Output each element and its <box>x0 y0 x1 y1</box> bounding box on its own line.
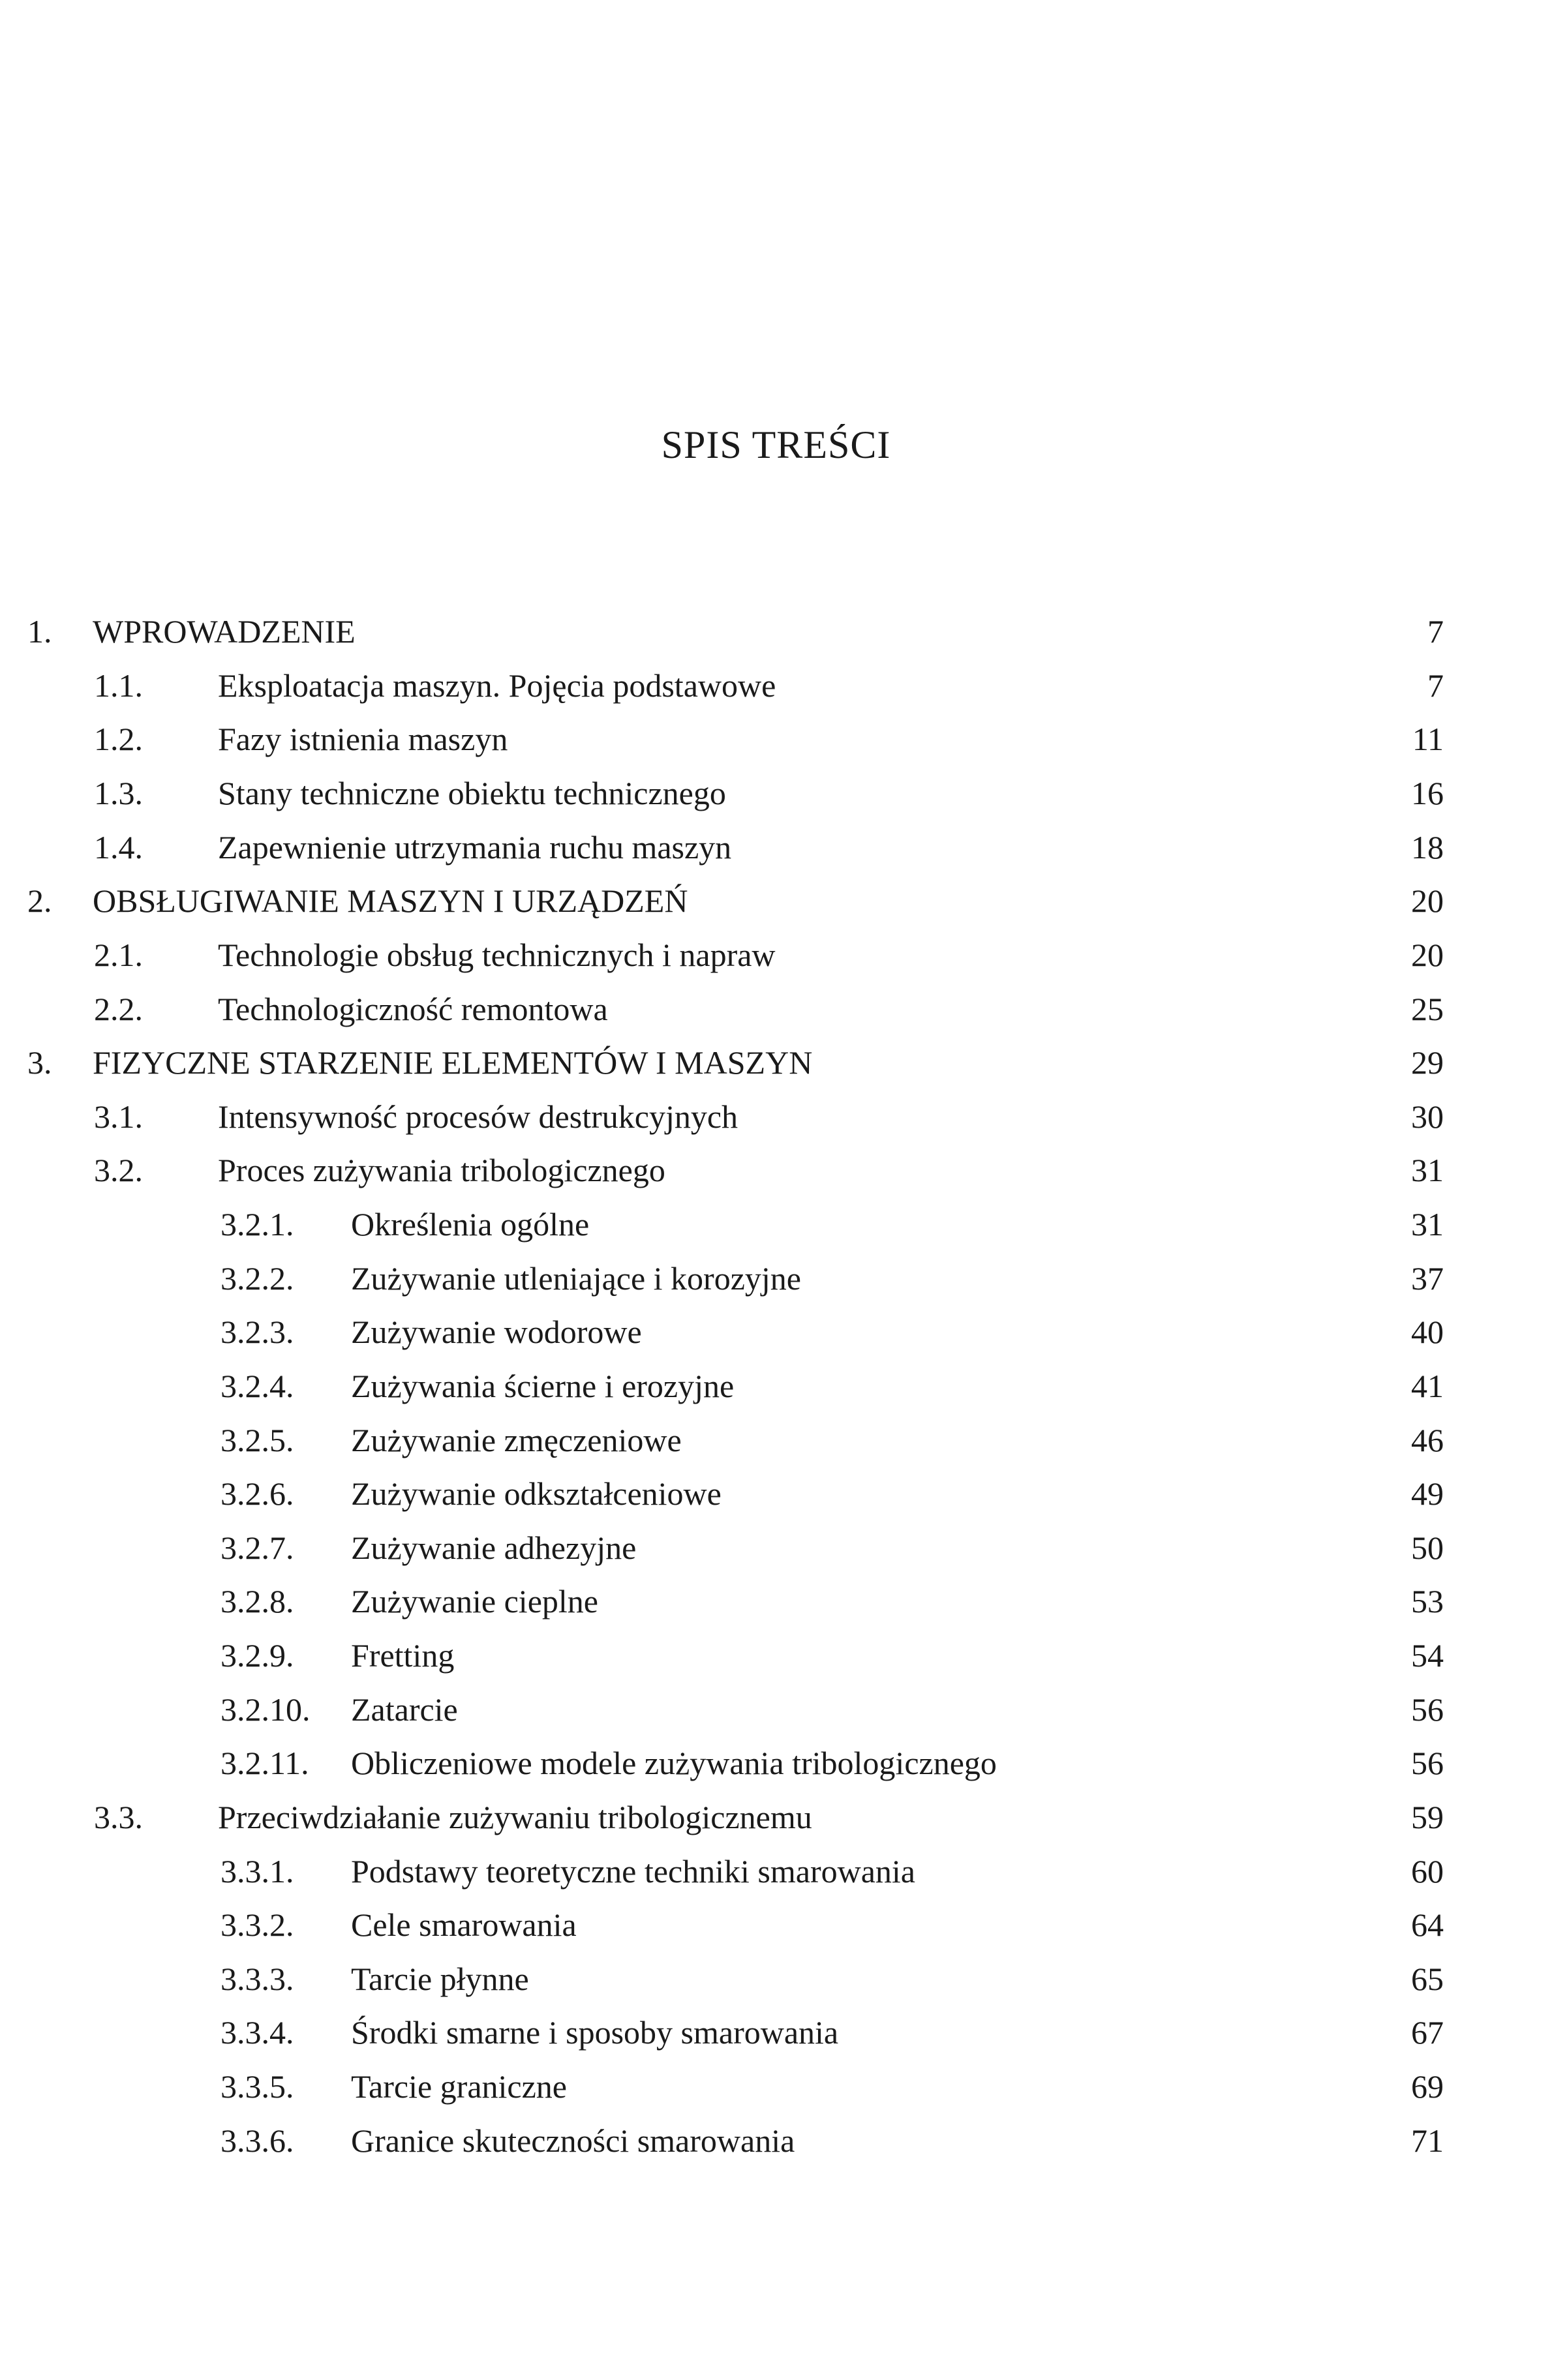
toc-entry[interactable] <box>221 1690 1444 1729</box>
toc-entry-number: 3.2.10. <box>221 1691 311 1728</box>
toc-entry-page: 56 <box>1411 1745 1444 1781</box>
toc-entry[interactable] <box>221 1312 1444 1351</box>
toc-entry-number: 3.2.1. <box>221 1206 294 1243</box>
toc-entry-page: 29 <box>1411 1044 1444 1081</box>
toc-entry-title: Zużywanie zmęczeniowe <box>351 1422 682 1458</box>
toc-entry[interactable] <box>221 2121 1444 2160</box>
toc-entry[interactable] <box>221 1421 1444 1460</box>
toc-entry[interactable] <box>94 828 1444 867</box>
toc-entry[interactable] <box>94 1097 1444 1136</box>
toc-entry-number: 3.3.2. <box>221 1906 294 1943</box>
toc-entry[interactable] <box>94 1151 1444 1190</box>
toc-entry-page: 46 <box>1411 1422 1444 1458</box>
toc-entry-number: 3.2.9. <box>221 1637 294 1674</box>
toc-entry-page: 16 <box>1411 775 1444 811</box>
toc-entry-number: 3.3.1. <box>221 1853 294 1890</box>
toc-entry-title: Zatarcie <box>351 1691 458 1728</box>
toc-entry[interactable] <box>221 1743 1444 1783</box>
toc-entry[interactable] <box>27 881 1444 920</box>
toc-entry-title: Fazy istnienia maszyn <box>218 721 508 757</box>
toc-entry-title: Fretting <box>351 1637 455 1674</box>
toc-entry-title: Intensywność procesów destrukcyjnych <box>218 1098 738 1135</box>
toc-entry[interactable] <box>27 1043 1444 1082</box>
toc-entry-number: 3. <box>27 1044 52 1081</box>
toc-entry-number: 1.3. <box>94 775 143 811</box>
toc-entry[interactable] <box>221 1205 1444 1244</box>
toc-entry-number: 3.2.3. <box>221 1314 294 1350</box>
toc-entry-title: Zużywania ścierne i erozyjne <box>351 1368 735 1404</box>
toc-entry-page: 20 <box>1411 882 1444 919</box>
toc-entry-page: 31 <box>1411 1152 1444 1188</box>
toc-entry-title: WPROWADZENIE <box>93 613 356 650</box>
toc-entry[interactable] <box>94 935 1444 974</box>
toc-entry[interactable] <box>221 1582 1444 1621</box>
toc-entry[interactable] <box>221 1905 1444 1944</box>
toc-entry-page: 56 <box>1411 1691 1444 1728</box>
toc-entry-number: 2. <box>27 882 52 919</box>
toc-entry-title: Środki smarne i sposoby smarowania <box>351 2014 839 2051</box>
toc-entry-page: 59 <box>1411 1799 1444 1835</box>
toc-entry-page: 37 <box>1411 1260 1444 1297</box>
toc-entry-number: 3.2.11. <box>221 1745 309 1781</box>
toc-entry-number: 3.3.4. <box>221 2014 294 2051</box>
toc-entry-number: 1.4. <box>94 829 143 866</box>
toc-entry-title: Technologiczność remontowa <box>218 991 608 1027</box>
toc-entry-page: 65 <box>1411 1961 1444 1997</box>
toc-entry-number: 3.2.5. <box>221 1422 294 1458</box>
toc-entry-page: 25 <box>1411 991 1444 1027</box>
toc-entry-title: Cele smarowania <box>351 1906 577 1943</box>
toc-entry-title: Zużywanie wodorowe <box>351 1314 642 1350</box>
toc-entry[interactable] <box>94 774 1444 813</box>
toc-entry[interactable] <box>221 1528 1444 1567</box>
toc-entry-title: Tarcie graniczne <box>351 2068 567 2105</box>
toc-entry-number: 3.3.3. <box>221 1961 294 1997</box>
toc-entry-number: 2.1. <box>94 937 143 973</box>
toc-entry-page: 18 <box>1411 829 1444 866</box>
toc-entry[interactable] <box>221 1636 1444 1675</box>
toc-entry-title: Obliczeniowe modele zużywania tribologicznego <box>351 1745 997 1781</box>
toc-entry-number: 1. <box>27 613 52 650</box>
toc-entry-page: 20 <box>1411 937 1444 973</box>
toc-entry-page: 53 <box>1411 1583 1444 1619</box>
page-title: SPIS TREŚCI <box>661 423 891 466</box>
toc-entry-title: Podstawy teoretyczne techniki smarowania <box>351 1853 915 1890</box>
toc-entry-number: 3.3.6. <box>221 2122 294 2159</box>
toc-entry-number: 3.2.4. <box>221 1368 294 1404</box>
toc-entry-page: 64 <box>1411 1906 1444 1943</box>
toc-entry-title: Przeciwdziałanie zużywaniu tribologicznemu <box>218 1799 812 1835</box>
toc-entry-title: Granice skuteczności smarowania <box>351 2122 795 2159</box>
toc-entry-number: 2.2. <box>94 991 143 1027</box>
toc-entry-title: FIZYCZNE STARZENIE ELEMENTÓW I MASZYN <box>93 1044 813 1081</box>
toc-entry-title: Tarcie płynne <box>351 1961 529 1997</box>
toc-entry-page: 60 <box>1411 1853 1444 1890</box>
toc-entry[interactable] <box>94 1798 1444 1837</box>
toc-entry-title: Zużywanie odkształceniowe <box>351 1475 722 1512</box>
toc-entry-number: 3.1. <box>94 1098 143 1135</box>
toc-entry[interactable] <box>94 666 1444 705</box>
toc-entry-page: 30 <box>1411 1098 1444 1135</box>
toc-entry[interactable] <box>221 1259 1444 1298</box>
toc-entry-number: 1.2. <box>94 721 143 757</box>
toc-entry-title: Stany techniczne obiektu technicznego <box>218 775 726 811</box>
toc-entry-page: 50 <box>1411 1529 1444 1566</box>
toc-entry[interactable] <box>27 612 1444 651</box>
toc-entry-page: 40 <box>1411 1314 1444 1350</box>
toc-entry[interactable] <box>221 1474 1444 1513</box>
toc-entry-title: Zużywanie adhezyjne <box>351 1529 637 1566</box>
toc-entry[interactable] <box>221 1366 1444 1406</box>
toc-entry-title: Proces zużywania tribologicznego <box>218 1152 665 1188</box>
toc-entry-page: 67 <box>1411 2014 1444 2051</box>
toc-entry-page: 7 <box>1427 613 1444 650</box>
toc-entry[interactable] <box>221 2013 1444 2052</box>
toc-entry-title: Zużywanie cieplne <box>351 1583 598 1619</box>
toc-entry[interactable] <box>94 719 1444 759</box>
toc-entry-number: 3.2.2. <box>221 1260 294 1297</box>
toc-entry-title: Zużywanie utleniające i korozyjne <box>351 1260 801 1297</box>
toc-entry-page: 71 <box>1411 2122 1444 2159</box>
toc-entry-page: 54 <box>1411 1637 1444 1674</box>
toc-entry-page: 11 <box>1412 721 1444 757</box>
toc-entry-number: 3.3. <box>94 1799 143 1835</box>
toc-entry-number: 3.2.7. <box>221 1529 294 1566</box>
toc-entry-number: 3.2. <box>94 1152 143 1188</box>
toc-entry-title: Określenia ogólne <box>351 1206 590 1243</box>
toc-entry-number: 3.2.6. <box>221 1475 294 1512</box>
toc-entry-title: Technologie obsług technicznych i napraw <box>218 937 776 973</box>
toc-entry-number: 3.3.5. <box>221 2068 294 2105</box>
toc-entry-number: 3.2.8. <box>221 1583 294 1619</box>
toc-entry[interactable] <box>221 2067 1444 2106</box>
toc-entry-page: 49 <box>1411 1475 1444 1512</box>
toc-entry[interactable] <box>221 1959 1444 1998</box>
toc-entry-number: 1.1. <box>94 667 143 704</box>
toc-entry-title: Zapewnienie utrzymania ruchu maszyn <box>218 829 732 866</box>
toc-entry-page: 7 <box>1427 667 1444 704</box>
toc-entry[interactable] <box>94 989 1444 1029</box>
toc-entry-page: 31 <box>1411 1206 1444 1243</box>
toc-entry-title: OBSŁUGIWANIE MASZYN I URZĄDZEŃ <box>93 882 688 919</box>
toc-entry-page: 41 <box>1411 1368 1444 1404</box>
toc-entry-page: 69 <box>1411 2068 1444 2105</box>
toc-entry-title: Eksploatacja maszyn. Pojęcia podstawowe <box>218 667 776 704</box>
toc-entry[interactable] <box>221 1852 1444 1891</box>
